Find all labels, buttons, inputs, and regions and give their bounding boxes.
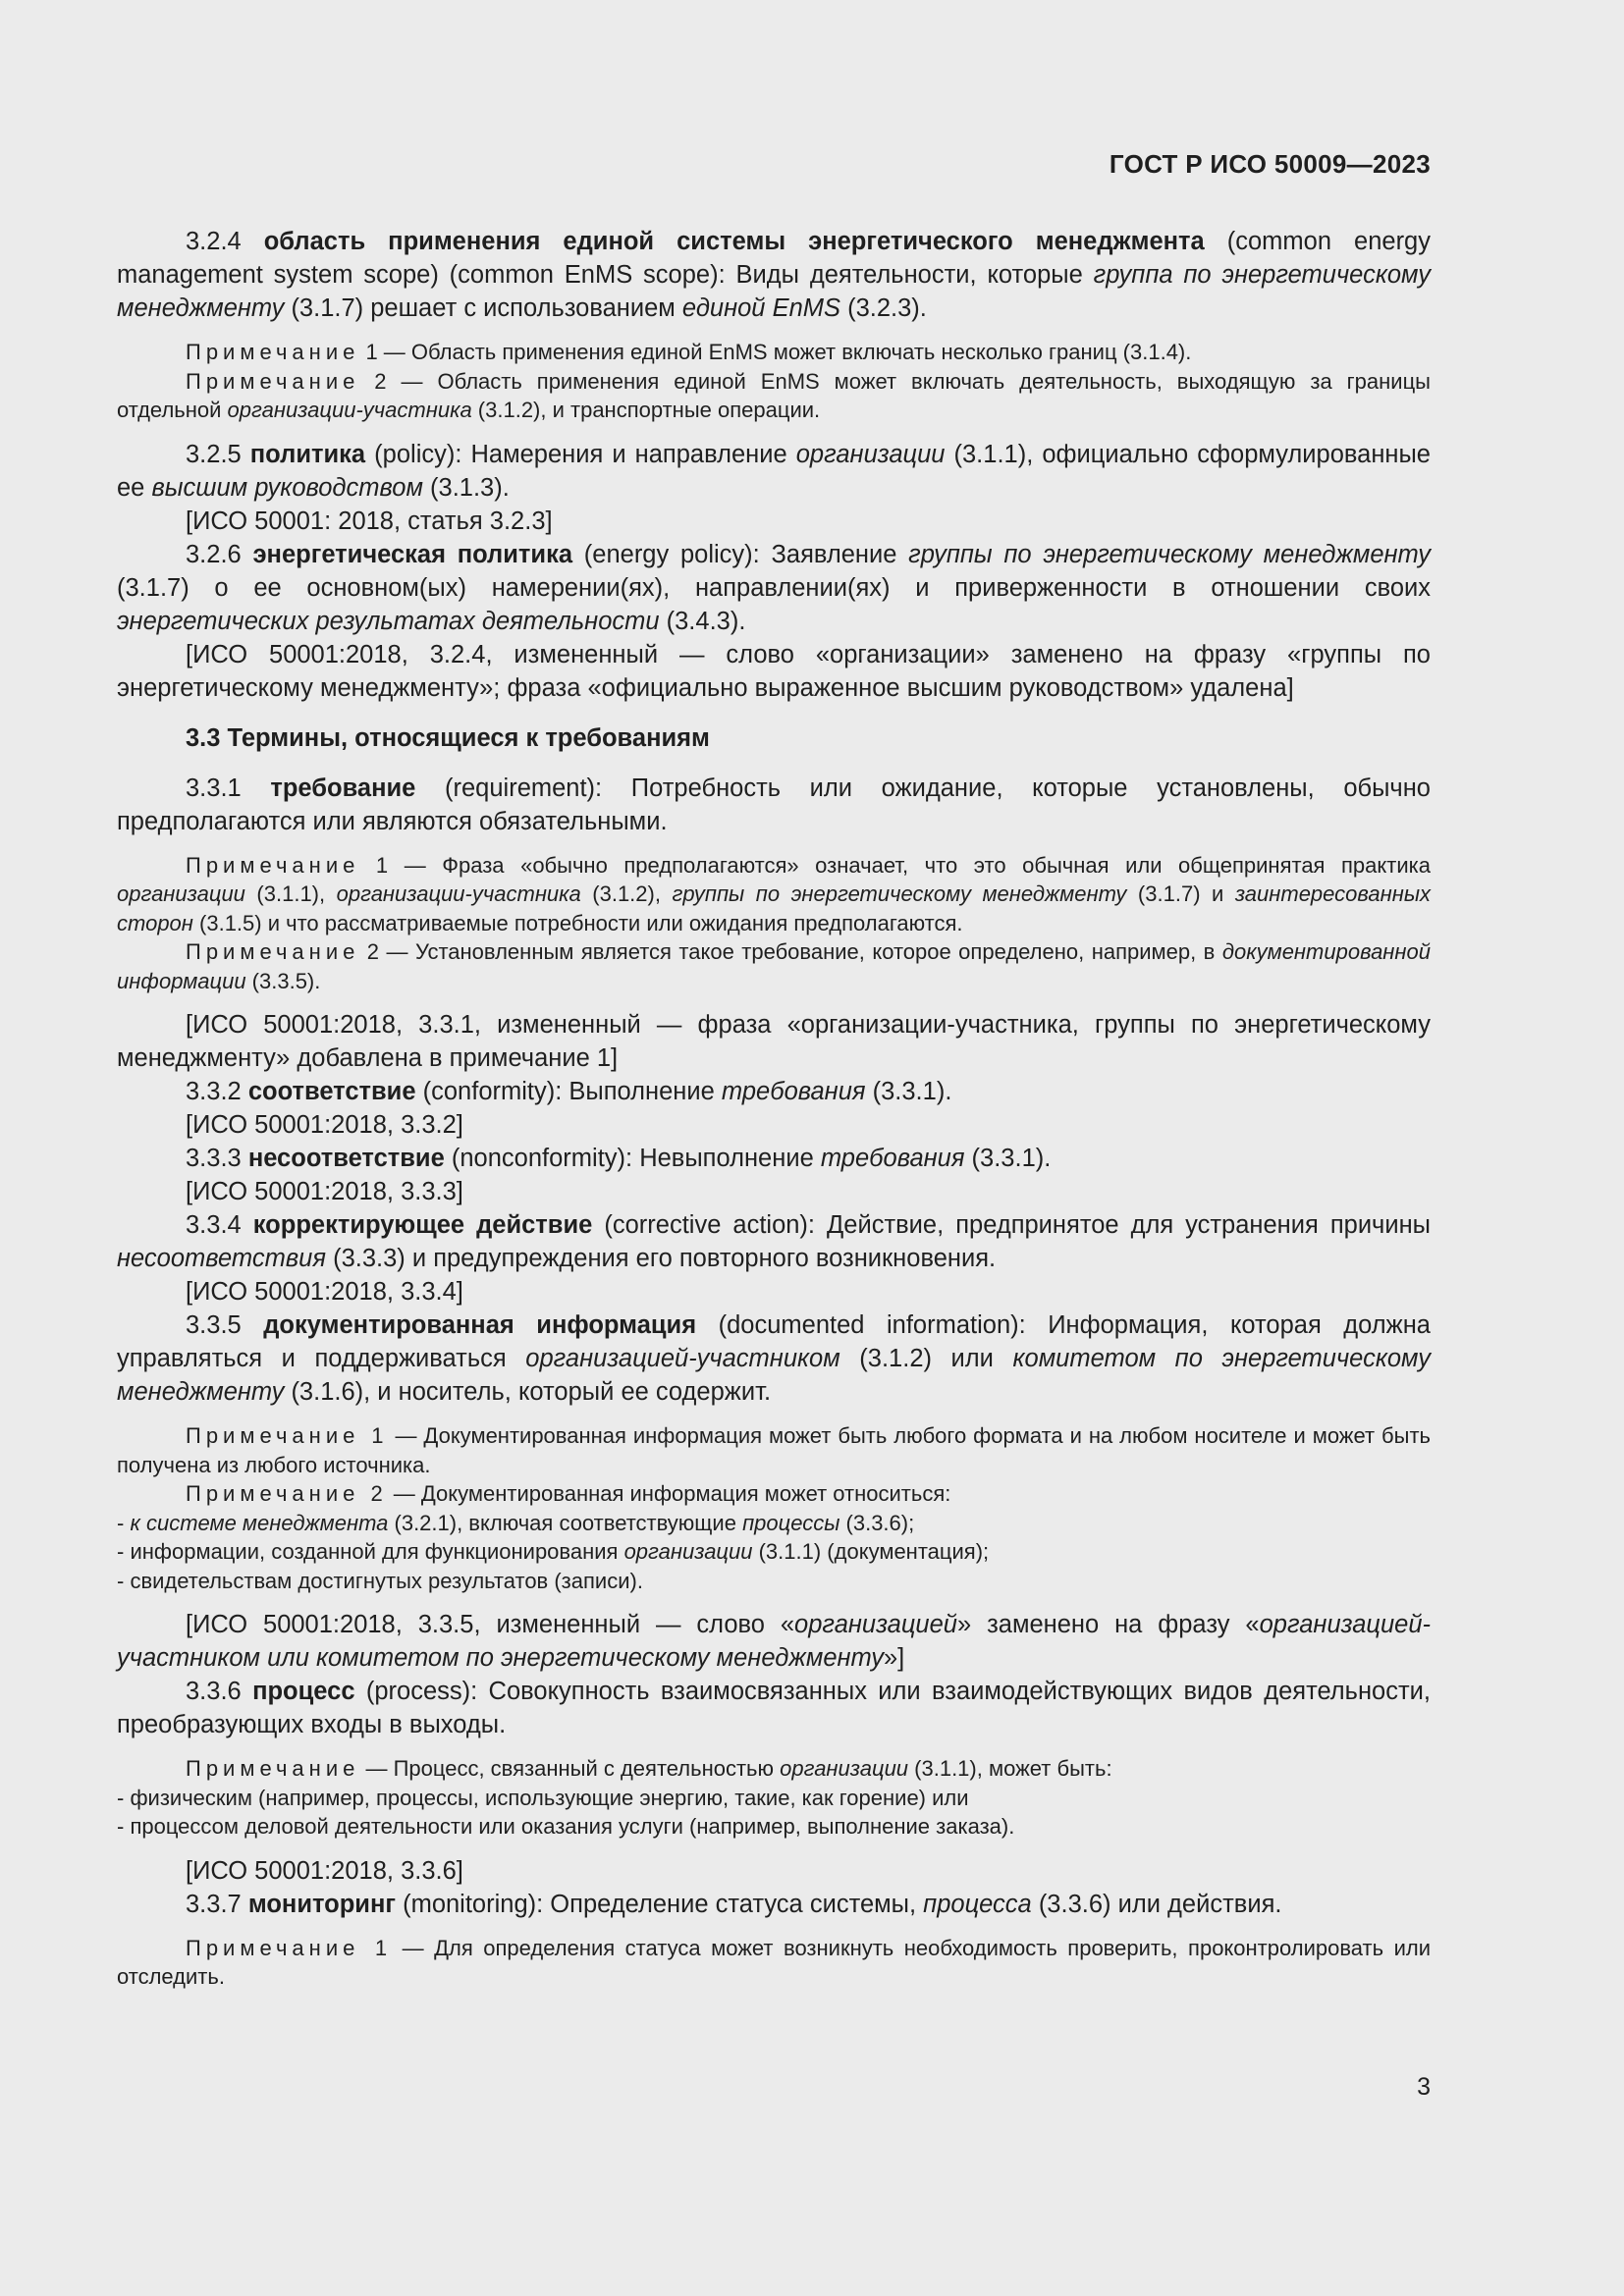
italic-ref: требования (721, 1078, 866, 1105)
note (117, 367, 1431, 425)
list-item (117, 1509, 1431, 1538)
text-run: (3.1.1), может быть: (908, 1756, 1112, 1781)
spacer (117, 995, 1431, 1008)
text-run: (3.1.7) о ее основном(ых) намерении(ях), направлении(ях) и приверженности в отношении своих (117, 573, 1431, 602)
text-run: (3.1.7) и (1126, 881, 1235, 906)
text-run: — Процесс, связанный с деятельностью (359, 1756, 781, 1781)
text-run: (energy policy): Заявление (572, 540, 909, 568)
italic-ref: требования (820, 1145, 965, 1172)
text-run: (nonconformity): Невыполнение (444, 1145, 821, 1172)
term: несоответствие (247, 1145, 445, 1172)
note-label: Примечание (186, 939, 360, 964)
text-run: (3.1.7) решает с использованием (284, 294, 682, 322)
text-run: - процессом деловой деятельности или оказания услуги (например, выполнение заказа). (117, 1814, 1015, 1839)
paragraph (117, 1308, 1431, 1409)
italic-ref: организации (795, 440, 946, 468)
text-run: 3.3.1 (186, 774, 271, 802)
document-header: ГОСТ Р ИСО 50009—2023 (1109, 149, 1431, 179)
text-run: (3.1.1), официально сформулированные ее (117, 440, 1431, 502)
term: область применения единой системы энергетического менеджмента (263, 228, 1205, 255)
list-item (117, 1812, 1431, 1842)
note-label: Примечание 1 (186, 1423, 389, 1448)
note (117, 851, 1431, 938)
text-run: (3.3.3) и предупреждения его повторного возникновения. (326, 1245, 997, 1272)
italic-ref: организацией-участником или комитетом по энергетическому менеджменту (117, 1611, 1432, 1672)
note (117, 338, 1431, 367)
term: документированная информация (263, 1311, 697, 1339)
term: корректирующее действие (252, 1211, 593, 1239)
text-run: (3.1.3). (422, 473, 510, 502)
text-run: 3.3.3 (186, 1145, 248, 1172)
paragraph (117, 1175, 1431, 1208)
text-run: (3.2.1), включая соответствующие (388, 1510, 743, 1535)
italic-ref: заинтересованных сторон (117, 881, 1432, 935)
note (117, 1754, 1431, 1784)
italic-ref: единой EnMS (681, 294, 841, 322)
text-run: [ИСО 50001: 2018, статья 3.2.3] (186, 507, 553, 535)
text-run: — Документированная информация может относиться: (387, 1481, 951, 1506)
paragraph (117, 1108, 1431, 1142)
text-run: (3.1.2), (580, 881, 673, 906)
italic-ref: несоответствия (117, 1245, 326, 1272)
term: требование (270, 774, 416, 802)
term: соответствие (247, 1078, 416, 1105)
text-run: (3.1.2), и транспортные операции. (471, 398, 821, 422)
italic-ref: процесса (923, 1890, 1032, 1918)
text-run: [ИСО 50001:2018, 3.2.4, измененный — слово «организации» заменено на фразу «группы по энергетическому менеджменту»; фраза «официально выраженное высшим руководством» удалена] (117, 640, 1431, 702)
paragraph (117, 1008, 1431, 1075)
spacer (117, 325, 1431, 338)
italic-ref: процессы (742, 1510, 840, 1535)
italic-ref: энергетических результатах деятельности (117, 607, 660, 635)
text-run: - (117, 1510, 131, 1535)
text-run: (monitoring): Определение статуса системы, (396, 1890, 924, 1918)
text-run: 3.2.4 (186, 228, 264, 255)
italic-ref: группа по энергетическому менеджменту (117, 261, 1431, 322)
italic-ref: группы по энергетическому менеджменту (908, 540, 1431, 568)
italic-ref: организации (623, 1539, 753, 1564)
note-label: Примечание 1 (186, 1935, 393, 1960)
text-run: 3.3.7 (186, 1890, 248, 1918)
paragraph (117, 1608, 1431, 1675)
spacer (117, 705, 1431, 721)
note (117, 937, 1431, 995)
spacer (117, 1595, 1431, 1608)
spacer (117, 755, 1431, 772)
text-run: — Документированная информация может быть любого формата и на любом носителе и может быть получена из любого источника. (117, 1423, 1432, 1477)
spacer (117, 838, 1431, 851)
text-run: 1 — Область применения единой EnMS может включать несколько границ (3.1.4). (359, 340, 1192, 364)
text-run: 1 — Фраза «обычно предполагаются» означает, что это обычная или общепринятая практика (359, 852, 1431, 878)
page-number: 3 (1417, 2073, 1431, 2101)
text-run: (3.2.3). (840, 294, 927, 322)
spacer (117, 1921, 1431, 1934)
note (117, 1934, 1431, 1992)
text-run: — Для определения статуса может возникнуть необходимость проверить, проконтролировать или отследить. (117, 1935, 1432, 1989)
text-run: (3.1.5) и что рассматриваемые потребности или ожидания предполагаются. (192, 910, 963, 935)
section-heading (117, 721, 1431, 755)
text-run: (corrective action): Действие, предпринятое для устранения причины (592, 1211, 1431, 1239)
text-run: [ИСО 50001:2018, 3.3.1, измененный — фраза «организации-участника, группы по энергетическому менеджменту» добавлена в примечание 1] (117, 1011, 1431, 1072)
paragraph (117, 1888, 1431, 1921)
paragraph (117, 1075, 1431, 1108)
text-run: (documented information): Информация, которая должна управляться и поддерживаться (117, 1311, 1431, 1372)
paragraph (117, 1142, 1431, 1175)
note-label: Примечание 2 (186, 1481, 388, 1506)
text-run: - информации, созданной для функционирования (117, 1539, 624, 1564)
text-run: (conformity): Выполнение (415, 1078, 722, 1105)
list-item (117, 1784, 1431, 1813)
italic-ref: организации (780, 1756, 909, 1781)
text-run: (3.1.2) или (839, 1345, 1013, 1372)
text-run: [ИСО 50001:2018, 3.3.3] (186, 1178, 463, 1205)
italic-ref: группы по энергетическому менеджменту (672, 881, 1127, 906)
note (117, 1479, 1431, 1509)
text-run: [ИСО 50001:2018, 3.3.5, измененный — слово « (186, 1611, 795, 1638)
paragraph (117, 1275, 1431, 1308)
note-label: Примечание (186, 852, 360, 878)
paragraph (117, 1675, 1431, 1741)
paragraph (117, 505, 1431, 538)
paragraph (117, 772, 1431, 838)
text-run: »] (883, 1644, 905, 1672)
text-run: (3.1.1) (документация); (752, 1539, 990, 1564)
text-run: [ИСО 50001:2018, 3.3.2] (186, 1111, 463, 1139)
text-run: 3.2.5 (186, 440, 250, 468)
text-run: 3.3.2 (186, 1078, 248, 1105)
list-item (117, 1537, 1431, 1567)
text-run: (3.3.1). (964, 1145, 1052, 1172)
text-run: [ИСО 50001:2018, 3.3.6] (186, 1856, 463, 1885)
text-run: 3.3.6 (186, 1678, 253, 1705)
spacer (117, 1842, 1431, 1854)
text-run: (common energy management system scope) (common EnMS scope): Виды деятельности, которые (117, 228, 1431, 289)
text-run: 3.3.4 (186, 1211, 253, 1239)
text-run: [ИСО 50001:2018, 3.3.4] (186, 1278, 463, 1306)
italic-ref: организации-участника (336, 881, 581, 906)
italic-ref: организации (117, 881, 245, 906)
italic-ref: комитетом по энергетическому менеджменту (117, 1345, 1431, 1406)
text-run: (3.3.5). (245, 968, 321, 993)
term: политика (249, 440, 366, 468)
spacer (117, 1741, 1431, 1754)
text-run: 2 — Область применения единой EnMS может включать деятельность, выходящую за границы отдельной (117, 368, 1431, 422)
paragraph (117, 1208, 1431, 1275)
paragraph (117, 438, 1431, 505)
note (117, 1421, 1431, 1479)
term: процесс (252, 1678, 355, 1705)
paragraph (117, 538, 1431, 638)
italic-ref: организацией (794, 1611, 957, 1638)
term: энергетическая политика (252, 540, 573, 568)
text-run: - физическим (например, процессы, использующие энергию, такие, как горение) или (117, 1785, 969, 1810)
document-body (117, 225, 1431, 1992)
text-run: 3.3 Термины, относящиеся к требованиям (186, 723, 710, 752)
text-run: (3.3.6) или действия. (1031, 1890, 1282, 1918)
text-run: (3.1.6), и носитель, который ее содержит. (284, 1378, 772, 1406)
term: мониторинг (247, 1890, 396, 1918)
text-run: (policy): Намерения и направление (365, 440, 796, 468)
text-run: 2 — Установленным является такое требование, которое определено, например, в (359, 939, 1222, 964)
italic-ref: к системе менеджмента (130, 1510, 389, 1535)
text-run: (3.4.3). (659, 607, 746, 635)
text-run: (3.3.1). (865, 1078, 952, 1105)
note-label: Примечание (186, 340, 360, 364)
note-label: Примечание (186, 368, 360, 394)
paragraph (117, 225, 1431, 325)
italic-ref: документированной информации (117, 939, 1431, 993)
italic-ref: организацией-участником (525, 1345, 840, 1372)
text-run: (requirement): Потребность или ожидание, которые установлены, обычно предполагаются или являются обязательными. (117, 774, 1431, 835)
spacer (117, 425, 1431, 438)
spacer (117, 1409, 1431, 1421)
text-run: 3.3.5 (186, 1311, 264, 1339)
text-run: - свидетельствам достигнутых результатов (записи). (117, 1568, 643, 1593)
paragraph (117, 1854, 1431, 1888)
note-label: Примечание (186, 1756, 360, 1781)
text-run: (3.3.6); (839, 1510, 915, 1535)
text-run: (3.1.1), (244, 881, 337, 906)
text-run: 3.2.6 (186, 540, 253, 568)
list-item (117, 1567, 1431, 1596)
text-run: (process): Совокупность взаимосвязанных или взаимодействующих видов деятельности, преобразующих входы в выходы. (117, 1678, 1431, 1738)
text-run: » заменено на фразу « (956, 1611, 1260, 1638)
italic-ref: высшим руководством (151, 473, 423, 502)
paragraph (117, 638, 1431, 705)
italic-ref: организации-участника (227, 398, 472, 422)
